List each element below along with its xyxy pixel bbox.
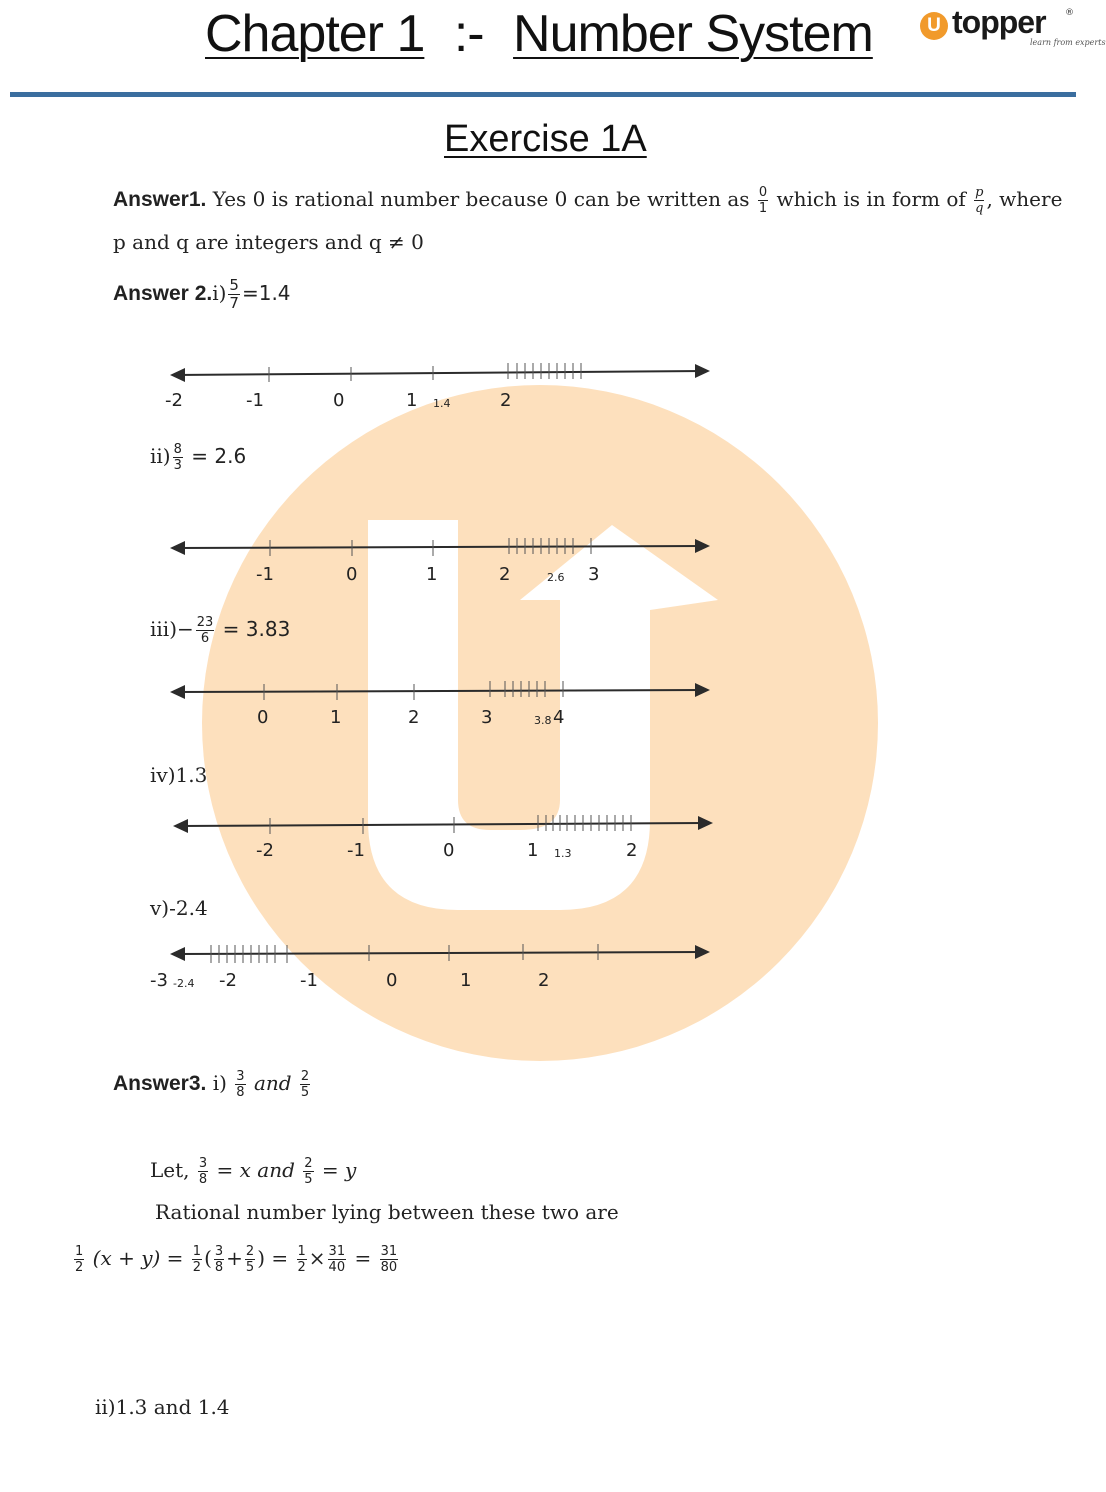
nl1-tick-label: -1 — [246, 390, 264, 411]
logo-tagline: learn from experts — [1030, 38, 1106, 47]
answer2-iii-result: = 3.83 — [222, 617, 291, 641]
nl3-tick-label: 3.8 — [534, 714, 552, 727]
nl1-tick-label: 1 — [406, 390, 418, 411]
nl1-tick-label: 0 — [333, 390, 345, 411]
calc-plus: + — [226, 1246, 243, 1270]
answer3-and: and — [253, 1071, 292, 1095]
number-line-2 — [165, 530, 725, 570]
let-eq-y: = y — [321, 1158, 357, 1182]
fraction-1-over-2: $\frac{1}{2}$ — [297, 1244, 306, 1275]
fraction-2-over-5: $\frac{2}{5}$ — [300, 1069, 310, 1100]
fraction-2-over-5: $\frac{2}{5}$ — [304, 1156, 313, 1187]
exercise-title-text: Exercise 1A — [444, 118, 647, 160]
answer3-let — [150, 1157, 356, 1186]
nl5-tick-label: -2 — [219, 970, 237, 991]
exercise-title — [444, 118, 647, 161]
nl5-tick-label: -2.4 — [173, 977, 195, 990]
nl2-tick-label: 1 — [426, 564, 438, 585]
fraction-31-over-40: $\frac{31}{40}$ — [328, 1244, 346, 1275]
nl5-tick-label: 0 — [386, 970, 398, 991]
nl4-tick-label: 2 — [626, 840, 638, 861]
nl5-tick-label: -3 — [150, 970, 168, 991]
number-line-3 — [165, 675, 725, 715]
let-eq-x: = x and — [216, 1158, 295, 1182]
answer2-i-result: =1.4 — [241, 281, 291, 305]
nl2-tick-label: 0 — [346, 564, 358, 585]
fraction-3-over-8: $\frac{3}{8}$ — [236, 1069, 245, 1100]
answer2-label: Answer 2. — [113, 282, 213, 305]
registered-mark: ® — [1065, 8, 1074, 18]
nl4-tick-label: -1 — [347, 840, 365, 861]
answer2-iv: iv)1.3 — [150, 763, 208, 787]
fraction-1-over-2: $\frac{1}{2}$ — [192, 1244, 202, 1275]
answer2-ii-prefix: ii) — [150, 444, 171, 468]
rational-line: Rational number lying between these two are — [155, 1200, 619, 1224]
calc-xy: (x + y) = — [92, 1246, 184, 1270]
answer2-ii — [150, 443, 246, 472]
fraction-0-over-1: $\frac{0}{1}$ — [758, 185, 768, 216]
answer1-line1 — [113, 186, 1062, 215]
answer1-text-b: which is in form of — [776, 187, 966, 211]
nl3-tick-label: 1 — [330, 707, 342, 728]
answer3-ii: ii)1.3 and 1.4 — [95, 1395, 230, 1419]
answer2-iii-prefix: iii)− — [150, 617, 194, 641]
answer2-iii — [150, 616, 290, 645]
nl4-tick-label: 0 — [443, 840, 455, 861]
fraction-1-over-2: $\frac{1}{2}$ — [75, 1244, 84, 1275]
fraction-5-over-7: $\frac{5}{7}$ — [229, 276, 239, 312]
nl4-tick-label: 1 — [527, 840, 539, 861]
number-line-5 — [165, 937, 725, 977]
fraction-23-over-6: $\frac{23}{6}$ — [196, 615, 214, 646]
calc-paren-open: ( — [204, 1246, 212, 1270]
nl2-tick-label: -1 — [256, 564, 274, 585]
nl4-tick-label: 1.3 — [554, 847, 572, 860]
calc-equals: = — [271, 1246, 289, 1270]
answer3-i — [113, 1070, 312, 1099]
chapter-separator: :- — [453, 5, 484, 63]
answer1-text-a: Yes 0 is rational number because 0 can be written as — [212, 187, 750, 211]
answer1-label: Answer1. — [113, 188, 207, 211]
fraction-p-over-q: $\frac{p}{q}$ — [975, 185, 984, 216]
fraction-2-over-5: $\frac{2}{5}$ — [245, 1244, 255, 1275]
nl5-tick-label: -1 — [300, 970, 318, 991]
fraction-8-over-3: $\frac{8}{3}$ — [173, 442, 182, 473]
calc-times: × — [308, 1246, 326, 1270]
answer3-i-prefix: i) — [212, 1071, 227, 1095]
calc-equals-2: = — [354, 1246, 372, 1270]
nl3-tick-label: 4 — [553, 707, 565, 728]
midpoint-calculation — [72, 1245, 400, 1274]
nl4-tick-label: -2 — [256, 840, 274, 861]
answer2-i — [113, 278, 291, 311]
answer2-v: v)-2.4 — [150, 896, 208, 920]
nl2-tick-label: 2.6 — [547, 571, 565, 584]
let-word: Let, — [150, 1158, 190, 1182]
chapter-label: Chapter 1 — [205, 5, 425, 63]
answer3-label: Answer3. — [113, 1072, 207, 1095]
logo-u-icon: U — [920, 12, 948, 40]
answer1-line2: p and q are integers and q ≠ 0 — [113, 230, 424, 254]
nl3-tick-label: 2 — [408, 707, 420, 728]
nl2-tick-label: 3 — [588, 564, 600, 585]
fraction-3-over-8: $\frac{3}{8}$ — [214, 1244, 224, 1275]
nl1-tick-label: 1.4 — [433, 397, 451, 410]
answer2-i-prefix: i) — [212, 281, 227, 305]
fraction-31-over-80: $\frac{31}{80}$ — [380, 1244, 398, 1275]
nl3-tick-label: 0 — [257, 707, 269, 728]
nl1-tick-label: 2 — [500, 390, 512, 411]
chapter-title — [205, 4, 873, 64]
nl5-tick-label: 1 — [460, 970, 472, 991]
answer2-ii-result: = 2.6 — [191, 444, 247, 468]
calc-paren-close: ) — [257, 1246, 266, 1270]
nl3-tick-label: 3 — [481, 707, 493, 728]
header-rule — [10, 92, 1076, 97]
number-line-1 — [165, 355, 725, 395]
answer1-text-c: , where — [986, 187, 1063, 211]
chapter-topic: Number System — [513, 5, 873, 63]
logo-text: topper — [952, 4, 1046, 40]
nl1-tick-label: -2 — [165, 390, 183, 411]
nl2-tick-label: 2 — [499, 564, 511, 585]
nl5-tick-label: 2 — [538, 970, 550, 991]
fraction-3-over-8: $\frac{3}{8}$ — [198, 1156, 208, 1187]
